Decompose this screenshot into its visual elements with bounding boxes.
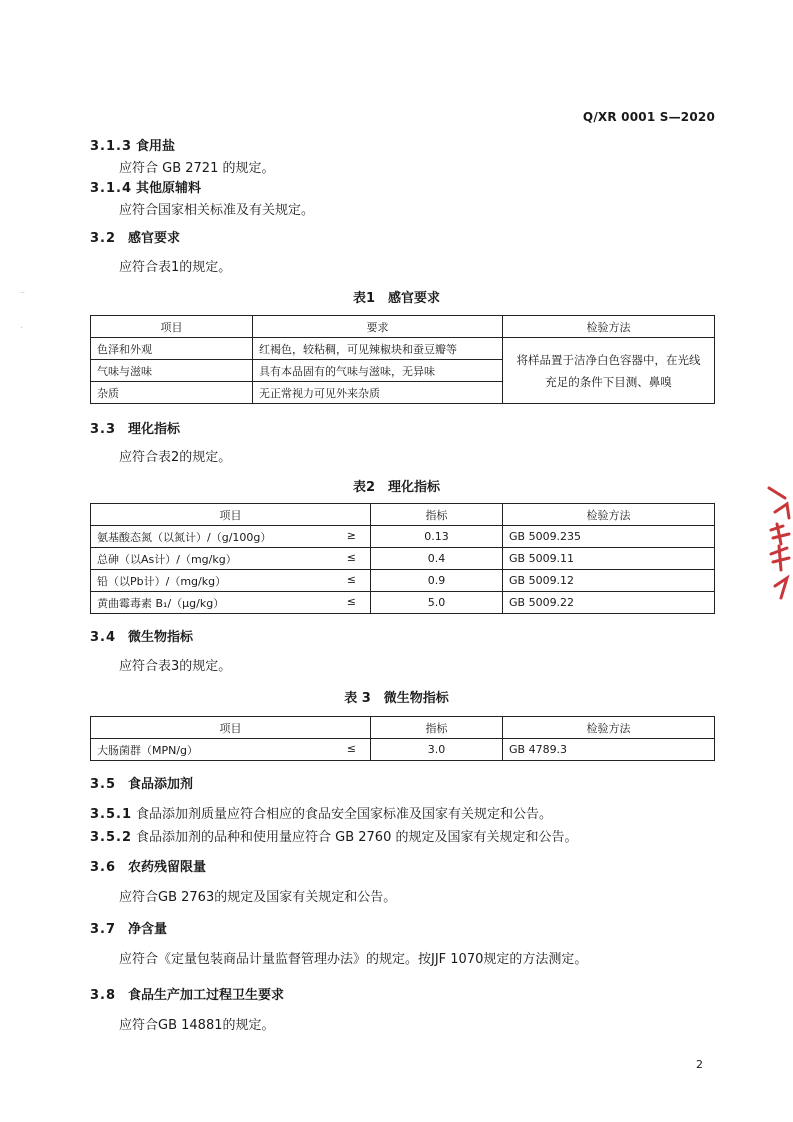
comparison-symbol: ≥ — [346, 528, 356, 542]
section-3-5-1 — [90, 803, 552, 822]
table2-caption: 表2 理化指标 — [352, 480, 441, 495]
cell-requirement: 无正常视力可见外来杂质 — [253, 382, 503, 404]
cell-item — [91, 739, 371, 761]
section-number: 3.2 — [90, 231, 117, 246]
section-3-8-text: 应符合GB 14881的规定。 — [119, 1018, 275, 1033]
cell-value: 0.9 — [371, 570, 503, 592]
item-label: 铅（以Pb计）/（mg/kg） — [97, 574, 227, 588]
comparison-symbol: ≤ — [346, 572, 356, 586]
section-number: 3.8 — [90, 988, 117, 1003]
section-title: 净含量 — [128, 922, 168, 937]
table3-caption: 表 3 微生物指标 — [344, 691, 449, 706]
table2-physicochemical — [90, 503, 715, 614]
cell-item — [91, 570, 371, 592]
item-label: 氨基酸态氮（以氮计）/（g/100g） — [97, 530, 272, 544]
section-number: 3.5.2 — [90, 830, 133, 845]
header-item: 项目 — [91, 316, 253, 338]
header-method: 检验方法 — [503, 316, 715, 338]
cell-value: 3.0 — [371, 739, 503, 761]
table1-sensory — [90, 315, 715, 404]
section-3-5-2 — [90, 826, 577, 845]
section-3-1-3-text: 应符合 GB 2721 的规定。 — [119, 161, 275, 176]
table-header-row — [91, 316, 715, 338]
section-3-5-heading — [90, 773, 193, 792]
section-text: 食品添加剂质量应符合相应的食品安全国家标准及国家有关规定和公告。 — [136, 807, 553, 822]
section-title: 食用盐 — [136, 139, 176, 154]
cell-method: GB 5009.11 — [503, 548, 715, 570]
header-item: 项目 — [91, 504, 371, 526]
cell-value: 5.0 — [371, 592, 503, 614]
table-row — [91, 548, 715, 570]
cell-value: 0.4 — [371, 548, 503, 570]
cell-method: GB 5009.235 — [503, 526, 715, 548]
section-3-3-text: 应符合表2的规定。 — [119, 450, 232, 465]
section-number: 3.1.3 — [90, 139, 133, 154]
section-3-3-heading — [90, 418, 180, 437]
table-row — [91, 526, 715, 548]
comparison-symbol: ≤ — [346, 594, 356, 608]
section-3-2-text: 应符合表1的规定。 — [119, 260, 232, 275]
cell-requirement: 具有本品固有的气味与滋味，无异味 — [253, 360, 503, 382]
comparison-symbol: ≤ — [346, 741, 356, 755]
cell-item: 气味与滋味 — [91, 360, 253, 382]
section-number: 3.6 — [90, 860, 117, 875]
section-title: 微生物指标 — [128, 630, 194, 645]
table3-microbiological — [90, 716, 715, 761]
item-label: 大肠菌群（MPN/g） — [97, 743, 199, 757]
cell-item — [91, 548, 371, 570]
section-3-1-4-text: 应符合国家相关标准及有关规定。 — [119, 203, 315, 218]
section-title: 理化指标 — [128, 422, 181, 437]
table-header-row — [91, 717, 715, 739]
cell-method: GB 5009.12 — [503, 570, 715, 592]
section-text: 食品添加剂的品种和使用量应符合 GB 2760 的规定及国家有关规定和公告。 — [136, 830, 578, 845]
section-title: 感官要求 — [128, 231, 181, 246]
section-3-4-text: 应符合表3的规定。 — [119, 659, 232, 674]
scan-mark: · — [20, 323, 24, 334]
section-3-1-3-heading — [90, 135, 175, 154]
table-header-row — [91, 504, 715, 526]
header-indicator: 指标 — [371, 504, 503, 526]
section-title: 食品生产加工过程卫生要求 — [128, 988, 285, 1003]
section-number: 3.7 — [90, 922, 117, 937]
comparison-symbol: ≤ — [346, 550, 356, 564]
section-title: 食品添加剂 — [128, 777, 194, 792]
standard-code: Q/XR 0001 S—2020 — [582, 110, 715, 124]
page-number: 2 — [696, 1058, 703, 1071]
scan-mark: – — [20, 287, 25, 298]
section-3-6-text: 应符合GB 2763的规定及国家有关规定和公告。 — [119, 890, 397, 905]
section-3-7-heading — [90, 918, 167, 937]
cell-requirement: 红褐色，较粘稠，可见辣椒块和蚕豆瓣等 — [253, 338, 503, 360]
section-title: 农药残留限量 — [128, 860, 207, 875]
cell-item — [91, 526, 371, 548]
cell-item: 色泽和外观 — [91, 338, 253, 360]
section-number: 3.5.1 — [90, 807, 133, 822]
seal-stamp-fragment — [763, 482, 793, 612]
header-method: 检验方法 — [503, 717, 715, 739]
header-indicator: 指标 — [371, 717, 503, 739]
cell-method: 将样品置于洁净白色容器中，在光线充足的条件下目测、鼻嗅 — [503, 338, 715, 404]
section-number: 3.5 — [90, 777, 117, 792]
section-3-2-heading — [90, 227, 180, 246]
table-row — [91, 338, 715, 360]
header-requirement: 要求 — [253, 316, 503, 338]
section-number: 3.3 — [90, 422, 117, 437]
section-number: 3.4 — [90, 630, 117, 645]
cell-method: GB 4789.3 — [503, 739, 715, 761]
cell-method: GB 5009.22 — [503, 592, 715, 614]
cell-value: 0.13 — [371, 526, 503, 548]
section-number: 3.1.4 — [90, 181, 133, 196]
section-3-1-4-heading — [90, 177, 201, 196]
table-row — [91, 739, 715, 761]
section-3-4-heading — [90, 626, 193, 645]
table-row — [91, 570, 715, 592]
header-item: 项目 — [91, 717, 371, 739]
seal-stamp-graphic — [763, 482, 793, 612]
section-3-7-text: 应符合《定量包装商品计量监督管理办法》的规定。按JJF 1070规定的方法测定。 — [119, 952, 588, 967]
item-label: 总砷（以As计）/（mg/kg） — [97, 552, 237, 566]
section-title: 其他原辅料 — [136, 181, 202, 196]
cell-item — [91, 592, 371, 614]
table1-caption: 表1 感官要求 — [352, 291, 441, 306]
header-method: 检验方法 — [503, 504, 715, 526]
cell-item: 杂质 — [91, 382, 253, 404]
item-label: 黄曲霉毒素 B₁/（μg/kg） — [97, 596, 225, 610]
table-row — [91, 592, 715, 614]
section-3-8-heading — [90, 984, 284, 1003]
section-3-6-heading — [90, 856, 206, 875]
